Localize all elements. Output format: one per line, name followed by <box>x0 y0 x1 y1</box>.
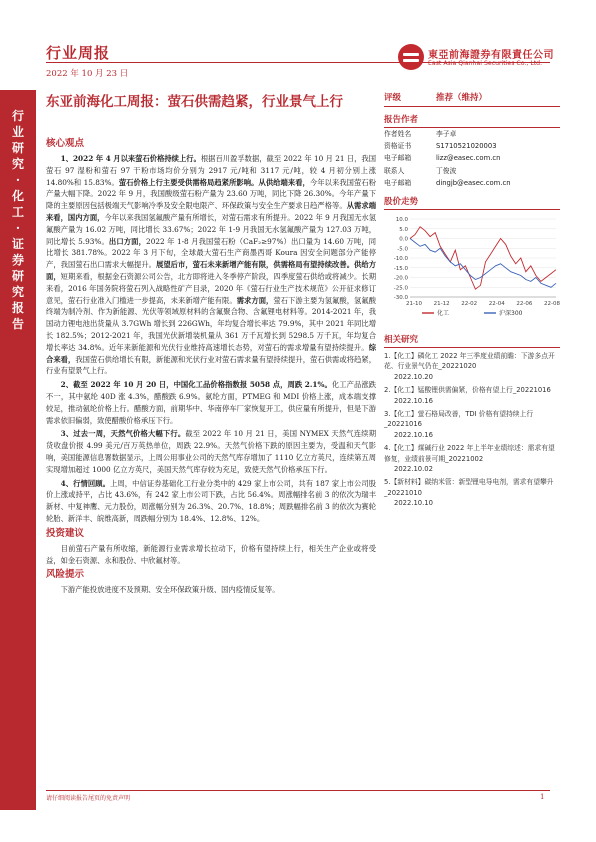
legend-label: 沪深300 <box>499 310 523 318</box>
paragraph-lead: 2、截至 2022 年 10 月 20 日，中国化工品价格指数报 5058 点，周跌 2.1%。 <box>60 380 332 390</box>
paragraph-lead: 4、行情回顾。 <box>60 478 110 488</box>
analyst-table <box>384 128 560 189</box>
paragraph: 目前萤石产量有所收缩，新能源行业需求增长拉动下，价格有望持续上行，相关生产企业或将受益，如金石资源、永和股份、中欣氟材等。 <box>46 543 376 565</box>
logo-en-name: East Asia Qianhai Securities Co., Ltd. <box>428 60 543 67</box>
price-chart <box>384 213 560 327</box>
paragraph-lead: 1、2022 年 4 月以来萤石价格持续上行。 <box>60 154 201 163</box>
related-heading: 相关研究 <box>384 333 560 348</box>
section-heading: 投资建议 <box>46 527 85 539</box>
rating-bar <box>384 91 560 107</box>
company-logo <box>398 44 558 74</box>
series-line-hs300 <box>410 239 556 288</box>
legend-label: 化工 <box>437 310 450 318</box>
section-investment <box>46 527 376 567</box>
related-title: 4.【化工】煤碱行业 2022 年上半年业绩综述：需求有望修复，业绩前景可期_20221002 <box>384 444 555 463</box>
y-tick-label: 5.0 <box>399 226 408 233</box>
x-tick-label: 22-06 <box>516 301 533 308</box>
analyst-email[interactable]: lizz@easec.com.cn <box>436 154 501 163</box>
analyst-value: 丁俊波 <box>436 166 457 175</box>
paragraph-lead: 需求方面， <box>236 295 274 305</box>
x-tick-label: 21-12 <box>433 301 450 308</box>
paragraph-text: 化工产品涨跌不一，其中氨纶 40D 涨 4.3%，醋酸跌 6.9%。氨纶方面，PTMEG 和 MDI 价格上涨，成本端支撑较足，推动氨纶价格上行。醋酸方面，前期华中、华南停车厂家恢复开工，供应量有所提升，但是下游需求依旧偏弱，致使醋酸价格承压下行。 <box>46 380 376 425</box>
paragraph-text: 截至 2022 年 10 月 21 日，美国 NYMEX 天然气连续期货收盘价报 4.99 美元/百万英热单位，周跌 22.9%。天然气价格下跌的原因主要为，受温和天气影响，美国能源信息署数据显示，上周公用事业公司的天然气库存增加了 1110 亿立方英尺，连续第五周实现增加超过 1000 亿立方英尺，美国天然气库存较为充足，致使天然气价格承压下行。 <box>46 429 376 474</box>
related-item[interactable] <box>384 409 560 440</box>
paragraph-text: 上周，中信证券基础化工行业分类中的 429 家上市公司，共有 187 家上市公司股价上涨或持平，占比 43.6%，有 242 家上市公司下跌，占比 56.4%。周涨幅排名前 3 的依次为瑞丰新材、中复神鹰、元力股份，周涨幅分别为 26.3%、20.7%、18.8%；周跌幅排名前 3 的依次为赛轮轮胎、新洋丰、皖维高新，周跌幅分别为 18.4%、12.8%、12%。 <box>46 478 376 523</box>
analyst-email[interactable]: dingjb@easec.com.cn <box>436 178 511 187</box>
paragraph-lead: 展望后市，萤石未来新增产能有限，供需格局有望持续改善。供给方面， <box>46 260 377 281</box>
footer-divider <box>46 790 550 791</box>
paragraph: 下游产能投放进度不及预期、安全环保政策升级、国内疫情反复等。 <box>60 585 280 595</box>
paragraph-lead: 出口方面， <box>108 236 147 246</box>
related-list <box>384 351 560 509</box>
related-title: 2.【化工】锰酸锂供需偏紧，价格有望上行_20221016 <box>384 386 551 395</box>
y-tick-label: -10.0 <box>393 256 408 263</box>
rating-value: 推荐（维持） <box>436 93 488 103</box>
paragraph <box>46 478 376 525</box>
section-heading: 风险提示 <box>46 569 85 581</box>
report-date: 2022 年 10 月 23 日 <box>46 69 129 79</box>
chart-heading: 股价走势 <box>384 195 560 210</box>
y-tick-label: 0.0 <box>399 236 408 243</box>
sidebar-label: 行业研究·化工·证券研究报告 <box>11 109 24 331</box>
right-column <box>384 91 560 509</box>
analyst-key: 联系人 <box>384 166 405 175</box>
paragraph-text: 萤石下游主要为氢氟酸，氢氟酸终端为制冷剂、作为新能源、光伏等领域原材料的含氟聚合物、含氟锂电材料等。2014-2021 年，我国动力锂电池出货量从 3.7GWh 增长到 226GWh，年均复合增长率达 79.9%，其中 2021 年同比增长 182.5%；2012-2021 年，我国光伏新增装机量从 361 万千瓦增长到 5298.5 万千瓦，年均复合增长率达 34.8%。近年来新能源和光伏行业维持高速增长态势，对萤石的需求增量有望持续提升。 <box>46 295 376 352</box>
section-risk <box>46 568 376 596</box>
paragraph-text: 根据百川盈孚数据，截至 2022 年 10 月 21 日，我国萤石 97 湿粉和萤石 97 干粉市场均价分别为 2917 元/吨和 3117 元/吨，较 4 月初分别上涨 14.80%和 15.83%。 <box>46 154 376 187</box>
related-date: 2022.10.10 <box>394 499 433 508</box>
related-date: 2022.10.16 <box>394 396 433 405</box>
analyst-row <box>384 128 560 140</box>
analyst-row <box>384 177 560 189</box>
y-tick-label: 10.0 <box>395 217 408 224</box>
y-tick-label: -15.0 <box>393 265 408 272</box>
analyst-key: 作者姓名 <box>384 130 412 138</box>
related-title: 5.【新材料】碳纳米管：新型锂电导电剂，需求有望攀升_20221010 <box>384 478 554 497</box>
analyst-value: 李子卓 <box>436 130 457 138</box>
analyst-key: 电子邮箱 <box>384 154 412 163</box>
logo-mark-icon <box>398 44 424 70</box>
price-chart-svg <box>384 213 560 327</box>
related-title: 1.【化工】磷化工 2022 年三季度业绩前瞻：下游多点开花、行业景气仍在_20221020 <box>384 352 555 371</box>
analyst-row <box>384 152 560 164</box>
logo-cn-name: 東亞前海證券有限責任公司 <box>428 50 554 61</box>
related-item[interactable] <box>384 385 560 406</box>
analyst-heading: 报告作者 <box>384 113 560 128</box>
paragraph <box>46 428 376 475</box>
paragraph-text: 我国萤石供给增长有限，新能源和光伏行业对萤石需求量有望持续提升，萤石供需或将趋紧，行业有望景气上行。 <box>46 354 377 376</box>
paragraph-text: 2022 年 1-8 月我国萤石粉（CaF₂≥97%）出口量为 14.60 万吨，同比增长 381.78%。2022 年 3 月下旬，全球最大萤石生产商墨西哥 Koura 因安全问题部分产能停产，我国萤石出口需求大幅提升。 <box>46 236 377 270</box>
analyst-row <box>384 165 560 177</box>
report-title: 东亚前海化工周报：萤石供需趋紧，行业景气上行 <box>46 94 343 110</box>
related-date: 2022.10.02 <box>394 465 433 474</box>
paragraph-text: 短期来看，根据金石资源公司公告，北方即将进入冬季停产阶段，四季度萤石供给或将减少。长期来看，2016 年国务院将萤石列入战略性矿产目录，2020 年《萤石行业生产技术规范》公开征求修订意见，萤石行业准入门槛进一步提高，未来新增产能有限。 <box>46 271 377 305</box>
paragraph-lead: 萤石价格上行主要受供需格局趋紧所影响。从供给端来看， <box>118 177 310 187</box>
paragraph-lead: 综合来看， <box>46 342 376 364</box>
paragraph-text: 今年以来我国萤石粉产量大幅下降。2022 年 9 月，我国酸级萤石粉产量为 23.60 万吨，同比下降 26.30%。今年产量下降的主要原因包括极端天气影响冷季及安全限电限产、环保政策与安全生产要求日趋严格等。 <box>46 177 377 211</box>
related-item[interactable] <box>384 351 560 382</box>
y-tick-label: -20.0 <box>393 275 408 282</box>
analyst-value: S1710521020003 <box>436 142 497 151</box>
related-date: 2022.10.16 <box>394 430 433 439</box>
related-title: 3.【化工】萤石格局改善，TDI 价格有望持续上行_20221016 <box>384 410 534 429</box>
main-content <box>46 137 376 598</box>
related-date: 2022.10.20 <box>394 372 433 381</box>
page-number: 1 <box>540 793 545 801</box>
x-tick-label: 22-04 <box>488 301 505 308</box>
analyst-key: 资格证书 <box>384 142 412 151</box>
x-tick-label: 22-02 <box>461 301 478 308</box>
x-tick-label: 22-08 <box>544 301 560 308</box>
paragraph-lead: 从需求端来看，国内方面， <box>46 201 377 222</box>
paragraph-lead: 3、过去一周，天然气价格大幅下行。 <box>60 429 186 439</box>
x-tick-label: 21-10 <box>406 301 422 308</box>
analyst-key: 电子邮箱 <box>384 178 412 187</box>
section-core <box>46 137 376 525</box>
y-tick-label: -30.0 <box>393 295 408 302</box>
y-tick-label: -5.0 <box>397 246 408 253</box>
related-item[interactable] <box>384 443 560 474</box>
footer-disclaimer: 请仔细阅读报告尾页的免责声明 <box>46 795 131 802</box>
paragraph-text: 今年以来我国氢氟酸产量有所增长，对萤石需求有所提升。2022 年 9 月我国无水氢氟酸产量为 16.02 万吨，同比增长 33.67%；2022 年 1-9 月我国无水氢氟酸产量为 127.03 万吨，同比增长 5.93%。 <box>46 212 376 246</box>
analyst-row <box>384 140 560 152</box>
paragraph <box>46 379 376 426</box>
rating-label: 评级 <box>384 93 402 103</box>
paragraph <box>46 153 376 377</box>
report-type: 行业周报 <box>46 44 111 62</box>
section-heading: 核心观点 <box>46 138 85 149</box>
y-tick-label: -25.0 <box>393 285 408 292</box>
related-item[interactable] <box>384 477 560 508</box>
